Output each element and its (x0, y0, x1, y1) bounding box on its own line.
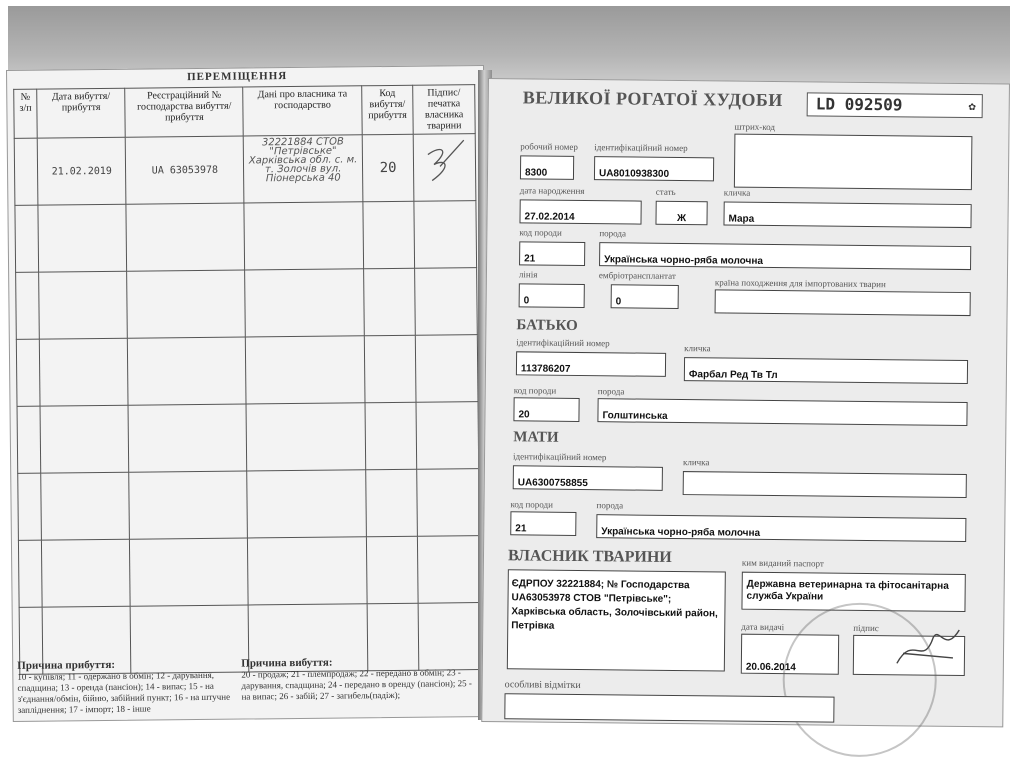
breed-label: порода (599, 228, 627, 239)
father-id-field: 113786207 (516, 351, 666, 377)
father-name-field: Фарбал Ред Тв Тл (684, 357, 968, 384)
owner-section-title: ВЛАСНИК ТВАРИНИ (507, 547, 672, 566)
col-code: Код вибуття/ прибуття (361, 85, 413, 135)
id-label: ідентифікаційний номер (594, 142, 688, 154)
mother-id-label: ідентифікаційний номер (512, 451, 607, 463)
father-id-label: ідентифікаційний номер (516, 337, 610, 349)
notes-field (504, 693, 834, 722)
notes-label: особливі відмітки (504, 679, 581, 692)
table-row (18, 536, 480, 608)
right-page-passport (481, 78, 1010, 727)
embryo-field: 0 (611, 284, 679, 309)
cell-date: 21.02.2019 (37, 137, 126, 205)
breed-code-label: код породи (519, 227, 562, 238)
breed-code-field: 21 (519, 241, 585, 266)
work-number-field: 8300 (520, 155, 574, 180)
father-breed-code-label: код породи (513, 385, 557, 396)
breed-field: Українська чорно-ряба молочна (599, 242, 971, 270)
dob-field: 27.02.2014 (519, 199, 641, 224)
sex-field: Ж (655, 201, 707, 226)
signature-label: підпис (853, 622, 879, 634)
mother-breed-field: Українська чорно-ряба молочна (596, 514, 966, 542)
arrival-reasons-text: 10 - купівля; 11 - одержано в обмін; 12 - дарування, спадщина; 13 - оренда (пансіон); 14 - випас; 15 - на з'єднання/обмін, бійню, забійний пункт; 16 - на штучне запліднення; 17 - імпорт; 18 - інше (17, 669, 231, 715)
table-row (18, 469, 480, 541)
barcode-label: штрих-код (734, 121, 776, 133)
dob-label: дата народження (519, 185, 585, 197)
table-row (14, 134, 476, 206)
departure-reasons-text: 20 - продаж; 21 - племпродаж; 22 - передано в обмін; 23 - дарування, спадщина; 24 - передано в оренду (пансіон); 25 - на випас; 26 - забій; 27 - загибель(падіж); (241, 667, 472, 702)
col-owner-data: Дані про власника та господарство (243, 86, 362, 136)
origin-field (715, 289, 971, 316)
mother-breed-code-label: код породи (510, 499, 554, 510)
arrival-reasons (17, 659, 238, 716)
mother-name-label: кличка (682, 457, 710, 468)
movement-title: ПЕРЕМІЩЕННЯ (187, 70, 288, 84)
origin-label: країна походження для імпортованих тварин (714, 277, 886, 290)
departure-reasons-title: Причина вибуття: (241, 656, 333, 670)
passport-serial: LD 092509 ✿ (807, 92, 983, 118)
mother-breed-code-field: 21 (510, 511, 576, 536)
cell-reg: UA 63053978 (125, 136, 244, 204)
handwritten-signature-icon (419, 136, 470, 187)
passport-title: ВЕЛИКОЇ РОГАТОЇ ХУДОБИ (522, 87, 783, 111)
col-signature: Підпис/ печатка власника тварини (413, 85, 475, 135)
issue-date-label: дата видачі (741, 621, 785, 633)
father-section-title: БАТЬКО (516, 317, 578, 334)
father-name-label: кличка (684, 343, 711, 354)
father-breed-field: Голштинська (597, 398, 967, 426)
round-stamp-icon (782, 602, 938, 758)
issuer-label: ким виданий паспорт (741, 557, 824, 569)
cell-signature (414, 134, 476, 202)
mother-section-title: МАТИ (513, 429, 559, 446)
barcode-field (734, 134, 973, 190)
mother-name-field (683, 471, 967, 498)
name-field: Мара (723, 201, 971, 228)
mother-id-field: UA6300758855 (513, 465, 663, 491)
sex-label: стать (655, 186, 676, 197)
arrival-reasons-title: Причина прибуття: (17, 658, 116, 672)
cell-owner: 32221884 СТОВ "Петрівське" Харківська обл. с. м. т. Золочів вул. Піонерська 40 (244, 135, 363, 203)
embryo-label: ембріотрансплантат (598, 270, 676, 281)
table-row (16, 268, 478, 340)
movement-header-row (14, 85, 475, 139)
col-reg-number: Реєстраційний № господарства вибуття/прибуття (125, 87, 244, 137)
father-breed-label: порода (597, 386, 625, 397)
left-page-movement (6, 65, 491, 722)
mother-breed-label: порода (596, 500, 624, 511)
col-number: № з/п (14, 89, 38, 138)
emblem-icon: ✿ (968, 99, 976, 114)
table-row (17, 402, 479, 474)
cell-code: 20 (362, 134, 414, 202)
col-date: Дата вибуття/прибуття (37, 88, 125, 138)
departure-reasons (241, 656, 481, 703)
id-field: UA8010938300 (594, 156, 714, 181)
issue-date-field: 20.06.2014 (741, 634, 839, 675)
line-label: лінія (518, 269, 538, 280)
issuer-field: Державна ветеринарна та фітосанітарна служба України (741, 572, 965, 612)
name-label: кличка (723, 187, 751, 198)
father-breed-code-field: 20 (513, 397, 579, 422)
table-row (15, 201, 477, 273)
line-field: 0 (519, 283, 585, 308)
owner-text: ЄДРПОУ 32221884; № Господарства UA63053978 СТОВ "Петрівське"; Харківська область, Золочівський район, Петрівка (511, 578, 718, 632)
movement-table (13, 84, 481, 675)
table-row (16, 335, 478, 407)
work-number-label: робочий номер (520, 141, 578, 152)
cell-number (14, 138, 38, 205)
